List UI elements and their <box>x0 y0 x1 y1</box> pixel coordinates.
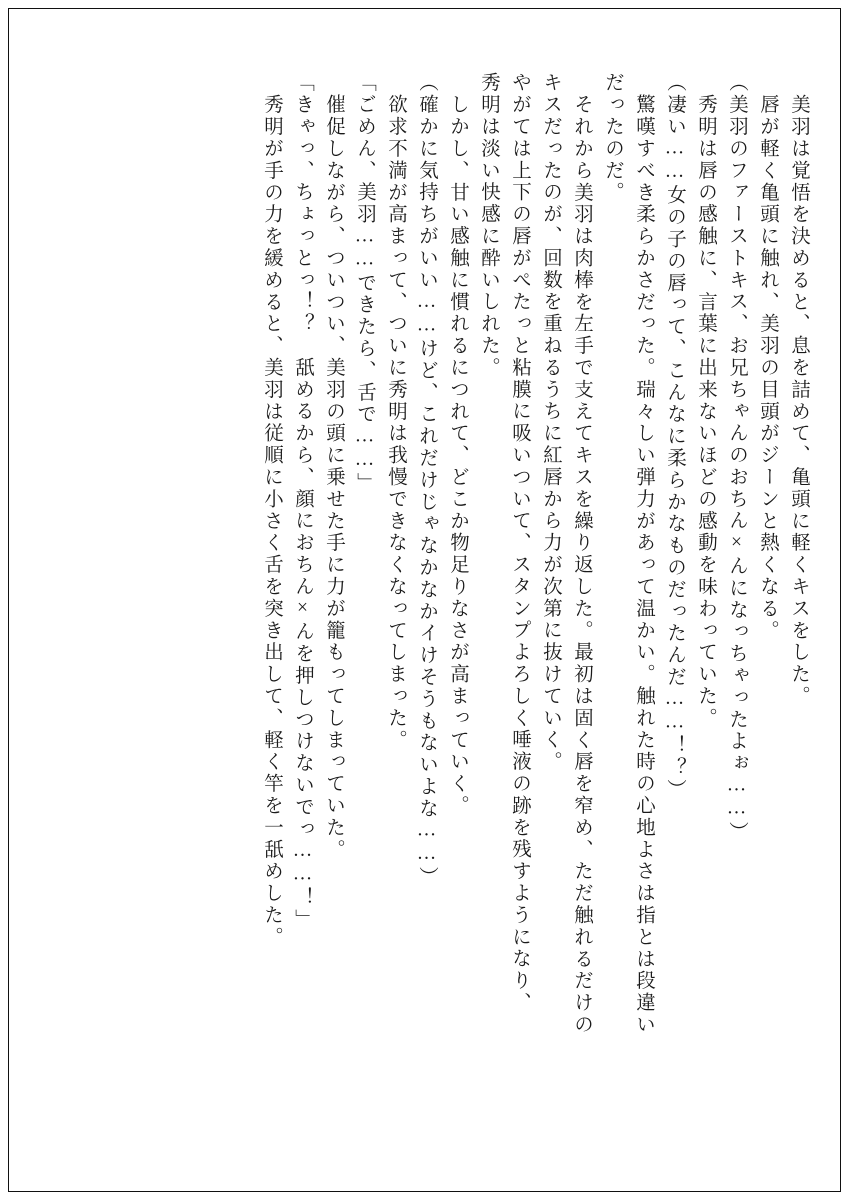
text-line: 秀明は淡い快感に酔いしれた。 <box>478 72 499 379</box>
text-line: 秀明は唇の感触に、言葉に出来ないほどの感動を味わっていた。 <box>695 94 716 730</box>
text-line: キスだったのが、回数を重ねるうちに紅唇から力が次第に抜けていく。 <box>540 72 561 773</box>
text-line: 美羽は覚悟を決めると、息を詰めて、亀頭に軽くキスをした。 <box>788 94 809 708</box>
text-line: 欲求不満が高まって、ついに秀明は我慢できなくなってしまった。 <box>385 94 406 751</box>
text-line: （凄い……女の子の唇って、こんなに柔らかなものだったんだ……！？） <box>664 72 685 801</box>
text-line: 「きゃっ、ちょっとっ！？ 舐めるから、顔におちん×んを押しつけないでっ……！」 <box>292 72 313 931</box>
vertical-text-body <box>48 72 808 1128</box>
text-line: 「ごめん、美羽……できたら、舌で……」 <box>354 72 375 495</box>
text-line: しかし、甘い感触に慣れるにつれて、どこか物足りなさが高まっていく。 <box>447 94 468 817</box>
text-line: やがては上下の唇がぺたっと粘膜に吸いついて、スタンプよろしく唾液の跡を残すようになり、 <box>509 72 530 1014</box>
text-line: （確かに気持ちがいい……けど、これだけじゃなかなかイけそうもないよな……） <box>416 72 437 889</box>
text-line: 秀明が手の力を緩めると、美羽は従順に小さく舌を突き出して、軽く竿を一舐めした。 <box>261 94 282 949</box>
text-line: 催促しながら、ついつい、美羽の頭に乗せた手に力が籠もってしまっていた。 <box>323 94 344 861</box>
text-line: 唇が軽く亀頭に触れ、美羽の目頭がジーンと熱くなる。 <box>757 94 778 642</box>
text-line: 驚嘆すべき柔らかさだった。瑞々しい弾力があって温かい。触れた時の心地よさは指とは段違い <box>633 94 654 1036</box>
text-line: だったのだ。 <box>602 72 623 204</box>
text-line: （美羽のファーストキス、お兄ちゃんのおちん×んになっちゃったよぉ……） <box>726 72 747 843</box>
text-line: それから美羽は肉棒を左手で支えてキスを繰り返した。最初は固く唇を窄め、ただ触れるだけの <box>571 94 592 1036</box>
